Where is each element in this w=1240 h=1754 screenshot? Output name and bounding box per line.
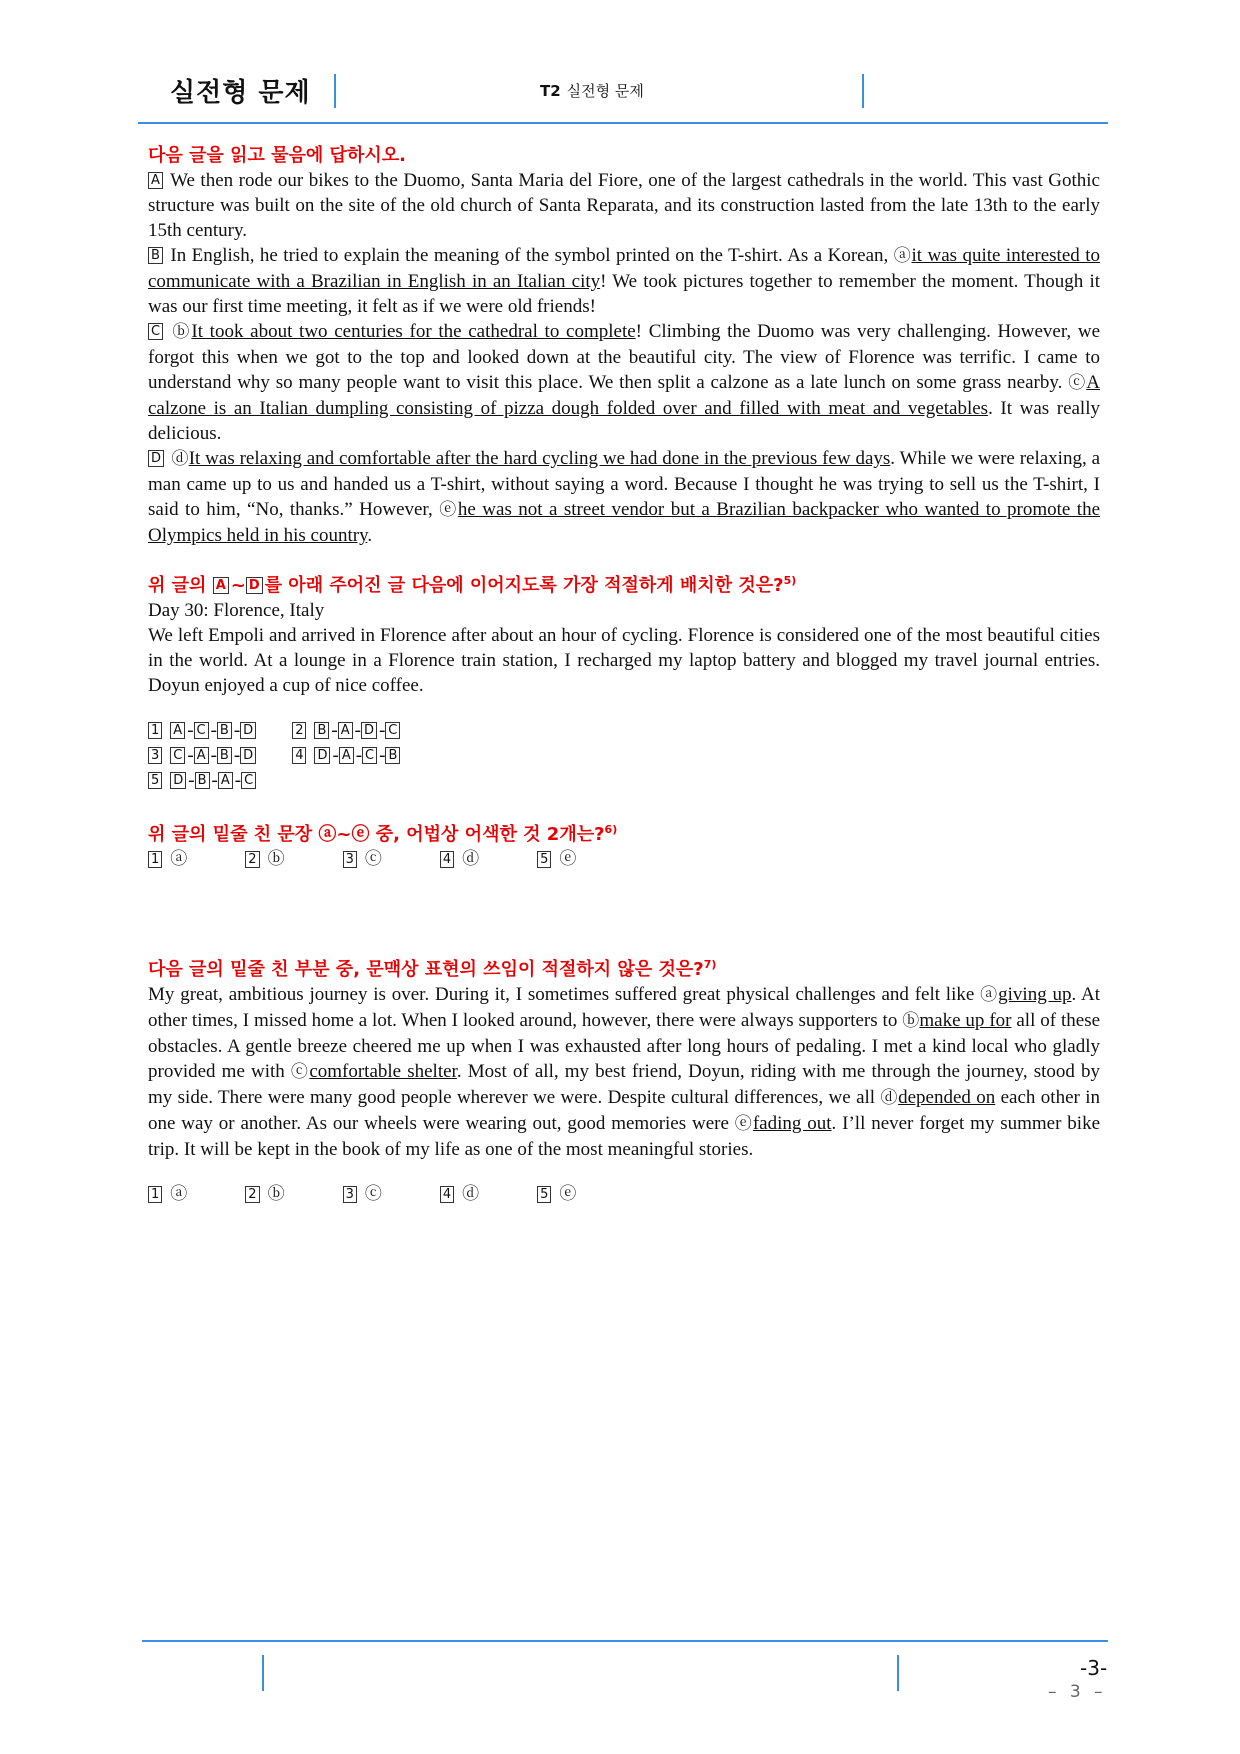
- option-mark: ⓒ: [364, 849, 382, 869]
- option-number: 5: [148, 772, 162, 789]
- option-sequence: C - A - B - D: [170, 743, 258, 768]
- q5-option-1[interactable]: [148, 718, 258, 743]
- option-number: 1: [148, 722, 162, 739]
- q7-mark-b: ⓑ: [902, 1011, 920, 1031]
- q5-instr-pre: 위 글의: [148, 575, 213, 596]
- header-divider-left: [334, 74, 336, 108]
- q5-instr-post: 를 아래 주어진 글 다음에 이어지도록 가장 적절하게 배치한 것은?: [264, 575, 784, 596]
- option-number: 5: [537, 851, 551, 868]
- q7-text-3: . Most of all, my best friend, Doyun, riding with me through the journey, stood by my side. There were many good people wherever we were. Despite cultural differences, we all: [148, 1061, 1101, 1108]
- option-number: 3: [343, 851, 357, 868]
- paragraph-b-text-1: In English, he tried to explain the meaning of the symbol printed on the T-shirt. As a Korean,: [164, 245, 894, 266]
- footer-divider-right: [897, 1655, 899, 1691]
- q7-instruction: [148, 952, 1100, 982]
- q6-option-1[interactable]: [148, 847, 187, 872]
- underline-b: It took about two centuries for the cathedral to complete: [191, 321, 636, 342]
- q7-underline-a: giving up: [998, 984, 1072, 1005]
- paragraph-d-text-1: . While we were relaxing, a man came up to us and handed us a T-shirt, without saying a word. Because I thought he was trying to sell us the T-shirt, I said to him, “No, thanks.” However,: [148, 448, 1101, 520]
- option-number: 3: [343, 1186, 357, 1203]
- option-number: 1: [148, 851, 162, 868]
- seq-box: C: [385, 722, 400, 739]
- paragraph-a: [148, 168, 1100, 243]
- label-box-c: C: [148, 323, 163, 340]
- header-rule: [138, 122, 1108, 124]
- footer-rule: [142, 1640, 1108, 1642]
- seq-box: A: [170, 722, 185, 739]
- seq-box: A: [338, 722, 353, 739]
- option-sequence: B - A - D - C: [314, 718, 402, 743]
- label-box-d: D: [148, 450, 164, 467]
- q7-mark-c: ⓒ: [290, 1062, 310, 1082]
- q5-heading: Day 30: Florence, Italy: [148, 600, 325, 621]
- seq-box: B: [217, 722, 232, 739]
- q5-instr-box-d: D: [246, 577, 263, 594]
- q7-passage: [148, 982, 1100, 1162]
- underline-e: he was not a street vendor but a Brazilian backpacker who wanted to promote the Olympics held in his country: [148, 499, 1101, 546]
- underline-c: A calzone is an Italian dumpling consisting of pizza dough folded over and filled with meat and vegetables: [148, 372, 1100, 419]
- option-number: 2: [245, 851, 259, 868]
- option-mark: ⓐ: [170, 849, 188, 869]
- option-number: 4: [292, 747, 306, 764]
- q5-instr-box-a: A: [213, 577, 229, 594]
- q7-number: 7): [703, 958, 717, 971]
- q7-options: [148, 1182, 1100, 1207]
- q5-instruction: [148, 568, 1100, 598]
- option-number: 2: [245, 1186, 259, 1203]
- paragraph-d-text-2: .: [367, 525, 373, 546]
- q7-option-4[interactable]: [440, 1182, 479, 1207]
- page-number: -3-: [1080, 1656, 1108, 1680]
- q6-option-2[interactable]: [245, 847, 284, 872]
- option-mark: ⓔ: [559, 849, 577, 869]
- mark-c: ⓒ: [1068, 373, 1087, 393]
- option-number: 4: [440, 1186, 454, 1203]
- q7-text-0: My great, ambitious journey is over. During it, I sometimes suffered great physical challenges and felt like: [148, 984, 981, 1005]
- underline-d: It was relaxing and comfortable after the hard cycling we had done in the previous few days: [188, 448, 891, 469]
- seq-box: D: [361, 722, 377, 739]
- header-title: 실전형 문제: [170, 78, 311, 108]
- mark-b: ⓑ: [165, 322, 192, 342]
- q7-text-1: . At other times, I missed home a lot. When I looked around, however, there were always supporters to: [148, 984, 1101, 1031]
- seq-box: C: [362, 747, 377, 764]
- paragraph-b: [148, 243, 1100, 319]
- q7-text-2: all of these obstacles. A gentle breeze cheered me up when I was exhausted after long hours of pedaling. I met a kind local who gladly provided me with: [148, 1010, 1101, 1082]
- option-mark: ⓔ: [559, 1184, 577, 1204]
- paragraph-c: [148, 319, 1100, 446]
- seq-box: D: [240, 722, 256, 739]
- q5-options-row-3: [148, 768, 1100, 793]
- q5-option-4[interactable]: [292, 743, 402, 768]
- paragraph-d: [148, 446, 1100, 548]
- option-sequence: A - C - B - D: [170, 718, 258, 743]
- q5-instr-tilde: ~: [230, 575, 246, 596]
- seq-box: D: [240, 747, 256, 764]
- q7-mark-a: ⓐ: [980, 985, 999, 1005]
- mark-e: ⓔ: [439, 500, 458, 520]
- seq-box: B: [217, 747, 232, 764]
- q5-options-row-2: [148, 743, 1100, 768]
- q7-mark-d: ⓓ: [880, 1088, 899, 1108]
- q5-number: 5): [783, 574, 797, 587]
- q5-option-3[interactable]: [148, 743, 258, 768]
- page-header: [138, 62, 1108, 124]
- q7-option-1[interactable]: [148, 1182, 187, 1207]
- header-subtitle-text: 실전형 문제: [566, 82, 644, 100]
- q6-instr-text: 위 글의 밑줄 친 문장 ⓐ~ⓔ 중, 어법상 어색한 것 2개는?: [148, 824, 605, 845]
- page-number-sub: – 3 –: [1048, 1682, 1107, 1702]
- footer-divider-left: [262, 1655, 264, 1691]
- q7-instr-text: 다음 글의 밑줄 친 부분 중, 문맥상 표현의 쓰임이 적절하지 않은 것은?: [148, 959, 704, 980]
- option-mark: ⓒ: [364, 1184, 382, 1204]
- paragraph-b-text-2: ! We took pictures together to remember the moment. Though it was our first time meeting, it felt as if we were old friends!: [148, 271, 1100, 317]
- seq-box: C: [241, 772, 256, 789]
- option-sequence: D - B - A - C: [170, 768, 258, 793]
- seq-box: A: [194, 747, 209, 764]
- q7-text-4: each other in one way or another. As our wheels were wearing out, good memories were: [148, 1087, 1100, 1134]
- option-number: 5: [537, 1186, 551, 1203]
- option-number: 4: [440, 851, 454, 868]
- seq-box: D: [314, 747, 330, 764]
- q5-options: [148, 718, 1100, 793]
- label-box-a: A: [148, 172, 163, 189]
- seq-box: A: [339, 747, 354, 764]
- option-mark: ⓑ: [267, 849, 285, 869]
- option-sequence: D - A - C - B: [314, 743, 402, 768]
- seq-box: A: [218, 772, 233, 789]
- q7-underline-e: fading out: [752, 1113, 832, 1134]
- header-subtitle: [540, 80, 644, 101]
- q7-underline-b: make up for: [919, 1010, 1012, 1031]
- seq-box: C: [170, 747, 185, 764]
- paragraph-c-text-1: ! Climbing the Duomo was very challenging. However, we forgot this when we got to the top and looked down at the beautiful city. The view of Florence was terrific. I came to understand why so many people want to visit this place. We then split a calzone as a late lunch on some grass nearby.: [148, 321, 1100, 393]
- mark-d: ⓓ: [166, 449, 189, 469]
- q6-options: [148, 847, 1100, 872]
- q6-option-4[interactable]: [440, 847, 479, 872]
- q7-underline-c: comfortable shelter: [309, 1061, 457, 1082]
- label-box-b: B: [148, 247, 163, 264]
- seq-box: D: [170, 772, 186, 789]
- option-mark: ⓐ: [170, 1184, 188, 1204]
- underline-a: it was quite interested to communicate with a Brazilian in English in an Italian city: [148, 245, 1101, 292]
- option-number: 2: [292, 722, 306, 739]
- q5-option-5[interactable]: [148, 768, 258, 793]
- mark-a: ⓐ: [893, 246, 912, 266]
- q6-number: 6): [604, 823, 618, 836]
- q7-option-3[interactable]: [343, 1182, 382, 1207]
- q7-option-2[interactable]: [245, 1182, 284, 1207]
- q5-passage: We left Empoli and arrived in Florence after about an hour of cycling. Florence is considered one of the most beautiful cities in the world. At a lounge in a Florence train station, I recharged my laptop battery and blogged my travel journal entries. Doyun enjoyed a cup of nice coffee.: [148, 625, 1100, 696]
- q1-instruction: 다음 글을 읽고 물음에 답하시오.: [148, 145, 406, 166]
- paragraph-a-text: We then rode our bikes to the Duomo, Santa Maria del Fiore, one of the largest cathedrals in the world. This vast Gothic structure was built on the site of the old church of Santa Reparata, and its construction lasted from the late 13th to the early 15th century.: [148, 170, 1100, 241]
- header-divider-right: [862, 74, 864, 108]
- option-mark: ⓑ: [267, 1184, 285, 1204]
- option-number: 1: [148, 1186, 162, 1203]
- seq-box: B: [314, 722, 329, 739]
- seq-box: B: [195, 772, 210, 789]
- seq-box: C: [194, 722, 209, 739]
- header-code: T2: [540, 82, 561, 100]
- q6-option-5[interactable]: [537, 847, 576, 872]
- q6-instruction: [148, 817, 1100, 847]
- q7-text-5: . I’ll never forget my summer bike trip. It will be kept in the book of my life as one of the most meaningful stories.: [148, 1113, 1101, 1160]
- worksheet-content: [148, 143, 1100, 1207]
- q5-options-row-1: [148, 718, 1100, 743]
- option-mark: ⓓ: [462, 1184, 480, 1204]
- paragraph-c-text-2: . It was really delicious.: [148, 398, 1100, 444]
- seq-box: B: [385, 747, 400, 764]
- q7-underline-d: depended on: [898, 1087, 996, 1108]
- q5-option-2[interactable]: [292, 718, 402, 743]
- q7-mark-e: ⓔ: [734, 1114, 753, 1134]
- q6-option-3[interactable]: [343, 847, 382, 872]
- option-mark: ⓓ: [462, 849, 480, 869]
- q7-option-5[interactable]: [537, 1182, 576, 1207]
- option-number: 3: [148, 747, 162, 764]
